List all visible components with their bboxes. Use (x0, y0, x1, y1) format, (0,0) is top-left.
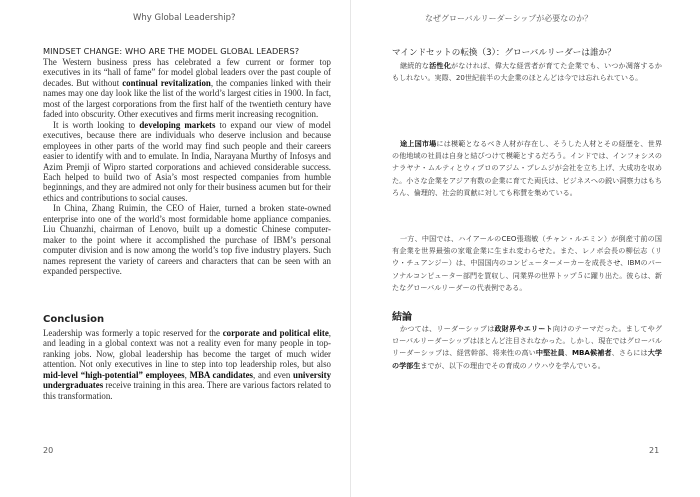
jp-paragraph-conclusion: かつては、リーダーシップは政財界やエリート向けのテーマだった。ましてやグローバルリーダーシップはほとんど注目されなかった。しかし、現在ではグローバルリーダーシップは、経営幹部、将来性の高い中堅社員、MBA候補者、さらには大学の学部生までが、以下の理由でその育成のノウハウを学んでいる。 (392, 324, 663, 370)
jp-block-china-leaders (392, 233, 662, 294)
section-heading-jp: マインドセットの転換（3）：グローバルリーダーは誰か？ (392, 48, 616, 58)
jp-paragraph-developing-markets: 途上国市場には模範となるべき人材が存在し、そうした人材とその経歴を、世界の他地域の社員は自身と結びつけて模範とするだろう。インドでは、インフォシスのナラヤナ・ムルティとウィプロのアジム・プレムジが会社を立ち上げ、大成功を収めた。小さな企業をアジア有数の企業に育てた両氏は、ビジネスへの鋭い洞察力はもちろん、倫理的、社会的貢献に対しても称賛を集めている。 (392, 139, 663, 197)
conclusion-heading-en: Conclusion (43, 314, 105, 325)
body-text-en-top (43, 57, 331, 277)
paragraph-revitalization: The Western business press has celebrated a few current or former top executives in its “hall of fame” for model global leaders over the past couple of decades. But without continual revitalization, the companies linked with their names may one day look like the list of the world’s largest cities in 1900. In fact, most of the largest corporations from the first half of the twentieth century have faded into obscurity. Other executives and firms merit increasing recognition. (43, 57, 331, 120)
paragraph-developing-markets: It is worth looking to developing markets to expand our view of model executives, because there are individuals who deserve inclusion and because employees in other parts of the world may find such people and their careers easier to identify with and to emulate. In India, Narayana Murthy of Infosys and Azim Premji of Wipro started corporations and achieved considerable success. Each helped to build two of Asia’s most respected companies from humble beginnings, and they are admired not only for their business acumen but for their ethics and contributions to social causes. (43, 119, 331, 203)
running-header-right: なぜグローバルリーダーシップが必要なのか？ (425, 14, 593, 23)
paragraph-conclusion: Leadership was formerly a topic reserved for the corporate and political elite, and leading in a global context was not a reality even for many people in top-ranking jobs. Now, global leadership has become the target of much wider attention. Not only executives in line to step into top leadership roles, but also mid-level “high-potential” employees, MBA candidates, and even university undergraduates receive training in this area. There are various factors related to this transformation. (43, 328, 332, 401)
jp-block-conclusion (392, 323, 662, 372)
section-heading-mindset-change: MINDSET CHANGE: WHO ARE THE MODEL GLOBAL LEADERS? (43, 46, 300, 56)
page-number-right: 21 (649, 446, 660, 455)
jp-block-developing-markets (392, 138, 662, 199)
emphasis-continual-revitalization: continual revitalization (122, 77, 211, 88)
paragraph-china-leaders: In China, Zhang Ruimin, the CEO of Haier, turned a broken state-owned enterprise into one of the world’s most formidable home appliance companies. Liu Chuanzhi, chairman of Lenovo, built up a domestic Chinese computer-maker to the point where it accomplished the purchase of IBM’s personal computer division and is now among the world’s top five industry players. Such names represent the variety of careers and characters that can be seen with an expanded perspective. (43, 203, 331, 277)
gutter (350, 0, 351, 497)
body-text-en-conclusion (43, 328, 331, 401)
page-number-left: 20 (43, 446, 54, 455)
running-header-left: Why Global Leadership? (133, 13, 236, 23)
jp-paragraph-revitalization: 継続的な活性化がなければ、偉大な経営者が育てた企業でも、いつか凋落するかもしれない。実際、20世紀前半の大企業のほとんどは今では忘れられている。 (392, 61, 663, 83)
conclusion-heading-jp: 結論 (392, 312, 412, 323)
emphasis-developing-markets: developing markets (139, 119, 216, 130)
jp-block-revitalization (392, 60, 662, 84)
jp-paragraph-china-leaders: 一方、中国では、ハイアールのCEO張瑞敏（チャン・ルエミン）が倒産寸前の国有企業を世界最強の家電企業に生まれ変わらせた。また、レノボ会長の柳伝志（リウ・チュアンジー）は、中国国内のコンピューターメーカーを成長させ、IBMのパーソナルコンピューター部門を買収し、同業界の世界トップ５に躍り出た。彼らは、新たなグローバルリーダーの代表例である。 (392, 234, 662, 292)
